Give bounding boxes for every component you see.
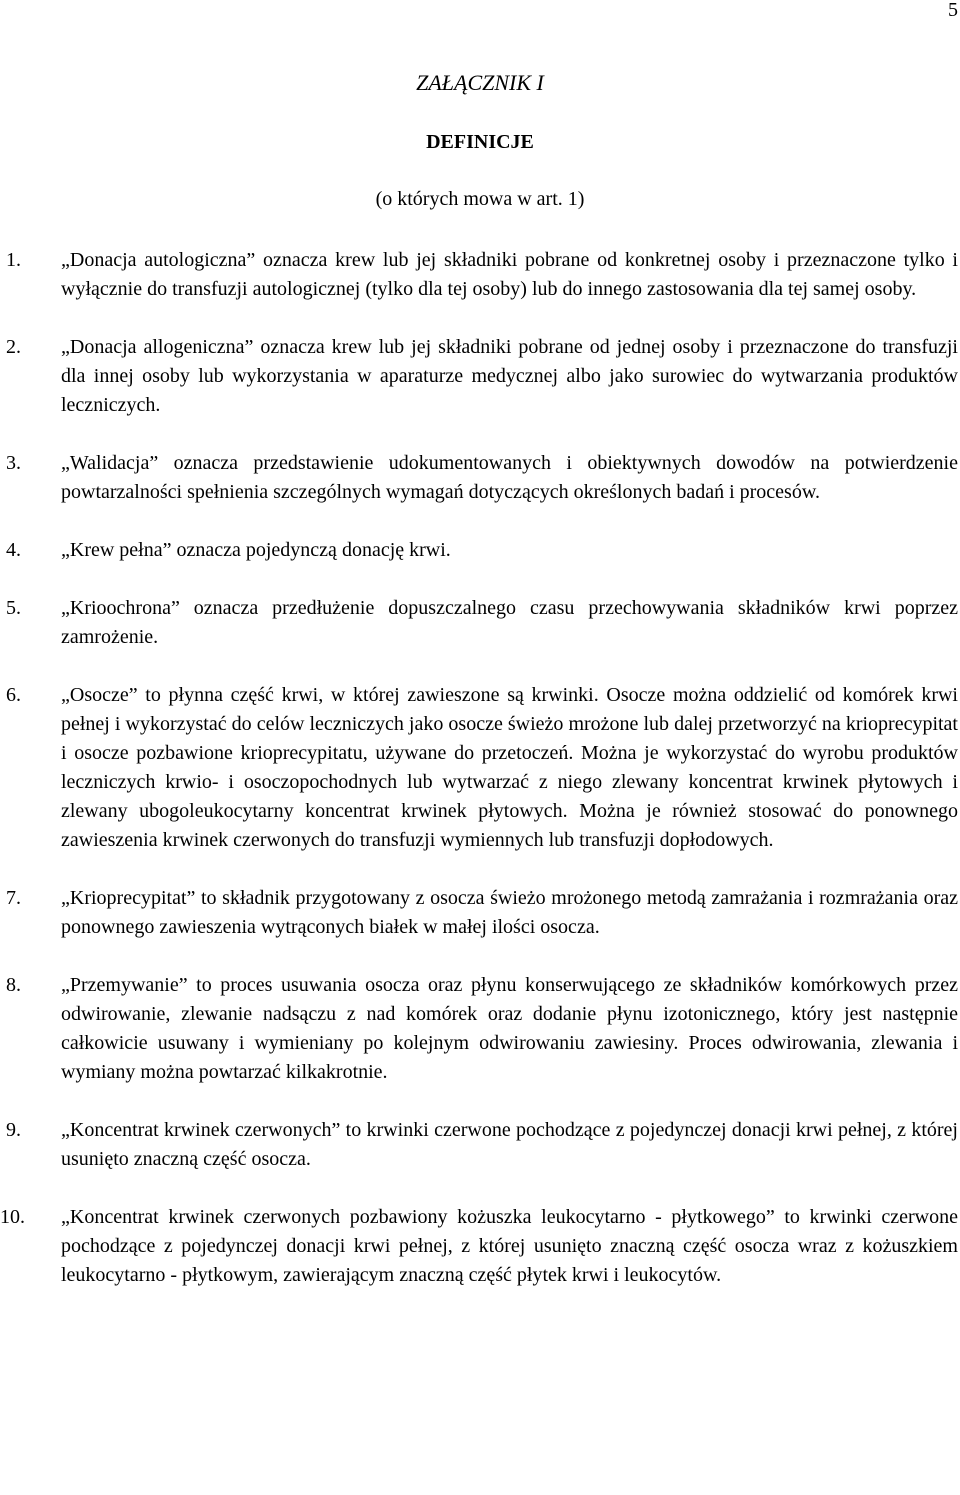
definition-number: 4. [6, 539, 21, 561]
definitions-list [0, 246, 958, 1290]
definition-text: „Przemywanie” to proces usuwania osocza oraz płynu konserwującego ze składników komórkowych przez odwirowanie, zlewanie nadsączu z nad komórek oraz dodanie płynu izotonicznego, który jest następnie całkowicie usuwany i wymieniany po kolejnym odwirowaniu zawiesiny. Proces odwirowania, zlewania i wymiany można powtarzać kilkakrotnie. [61, 974, 958, 1083]
definition-item [0, 449, 958, 507]
definition-text: „Walidacja” oznacza przedstawienie udokumentowanych i obiektywnych dowodów na potwierdzenie powtarzalności spełnienia szczególnych wymagań dotyczących określonych badań i procesów. [61, 452, 958, 503]
definition-text: „Koncentrat krwinek czerwonych” to krwinki czerwone pochodzące z pojedynczej donacji krwi pełnej, z której usunięto znaczną część osocza. [61, 1119, 958, 1170]
definition-text: „Krioochrona” oznacza przedłużenie dopuszczalnego czasu przechowywania składników krwi poprzez zamrożenie. [61, 597, 958, 648]
definition-number: 9. [6, 1119, 21, 1141]
definition-item [0, 536, 958, 565]
definition-text: „Krew pełna” oznacza pojedynczą donację krwi. [61, 539, 451, 561]
definition-item [0, 246, 958, 304]
definition-number: 10. [0, 1206, 25, 1228]
definition-text: „Donacja autologiczna” oznacza krew lub jej składniki pobrane od konkretnej osoby i przeznaczone tylko i wyłącznie do transfuzji autologicznej (tylko dla tej osoby) lub do innego zastosowania dla tej samej osoby. [61, 249, 958, 300]
definition-text: „Koncentrat krwinek czerwonych pozbawiony kożuszka leukocytarno - płytkowego” to krwinki czerwone pochodzące z pojedynczej donacji krwi pełnej, z której usunięto znaczną część osocza wraz z kożuszkiem leukocytarno - płytkowym, zawierającym znaczną część płytek krwi i leukocytów. [61, 1206, 958, 1286]
definition-number: 5. [6, 597, 21, 619]
definition-item [0, 594, 958, 652]
definition-item [0, 1203, 958, 1290]
definition-text: „Osocze” to płynna część krwi, w której zawieszone są krwinki. Osocze można oddzielić od komórek krwi pełnej i wykorzystać do celów leczniczych jako osocze świeżo mrożone lub dalej przetworzyć na krioprecypitat i osocze pozbawione krioprecypitatu, używane do przetoczeń. Można je wykorzystać do wyrobu produktów leczniczych krwio- i osoczopochodnych lub wytwarzać z niego zlewany koncentrat krwinek płytowych i zlewany ubogoleukocytarny koncentrat krwinek płytowych. Można je również stosować do ponownego zawieszenia krwinek czerwonych do transfuzji wymiennych lub transfuzji dopłodowych. [61, 684, 958, 851]
definition-text: „Krioprecypitat” to składnik przygotowany z osocza świeżo mrożonego metodą zamrażania i rozmrażania oraz ponownego zawieszenia wytrąconych białek w małej ilości osocza. [61, 887, 958, 938]
definition-number: 6. [6, 684, 21, 706]
definition-number: 2. [6, 336, 21, 358]
definition-number: 1. [6, 249, 21, 271]
definition-number: 7. [6, 887, 21, 909]
definition-item [0, 884, 958, 942]
page-subheading: (o których mowa w art. 1) [375, 188, 585, 210]
definition-number: 8. [6, 974, 21, 996]
definition-item [0, 681, 958, 855]
definition-item [0, 333, 958, 420]
definition-text: „Donacja allogeniczna” oznacza krew lub jej składniki pobrane od jednej osoby i przeznaczone do transfuzji dla innej osoby lub wykorzystania w aparaturze medycznej albo jako surowiec do wytwarzania produktów leczniczych. [61, 336, 958, 416]
definition-number: 3. [6, 452, 21, 474]
annex-title: ZAŁĄCZNIK I [416, 70, 544, 95]
page-number: 5 [948, 0, 958, 21]
page-heading: DEFINICJE [426, 131, 534, 153]
definition-item [0, 1116, 958, 1174]
definition-item [0, 971, 958, 1087]
